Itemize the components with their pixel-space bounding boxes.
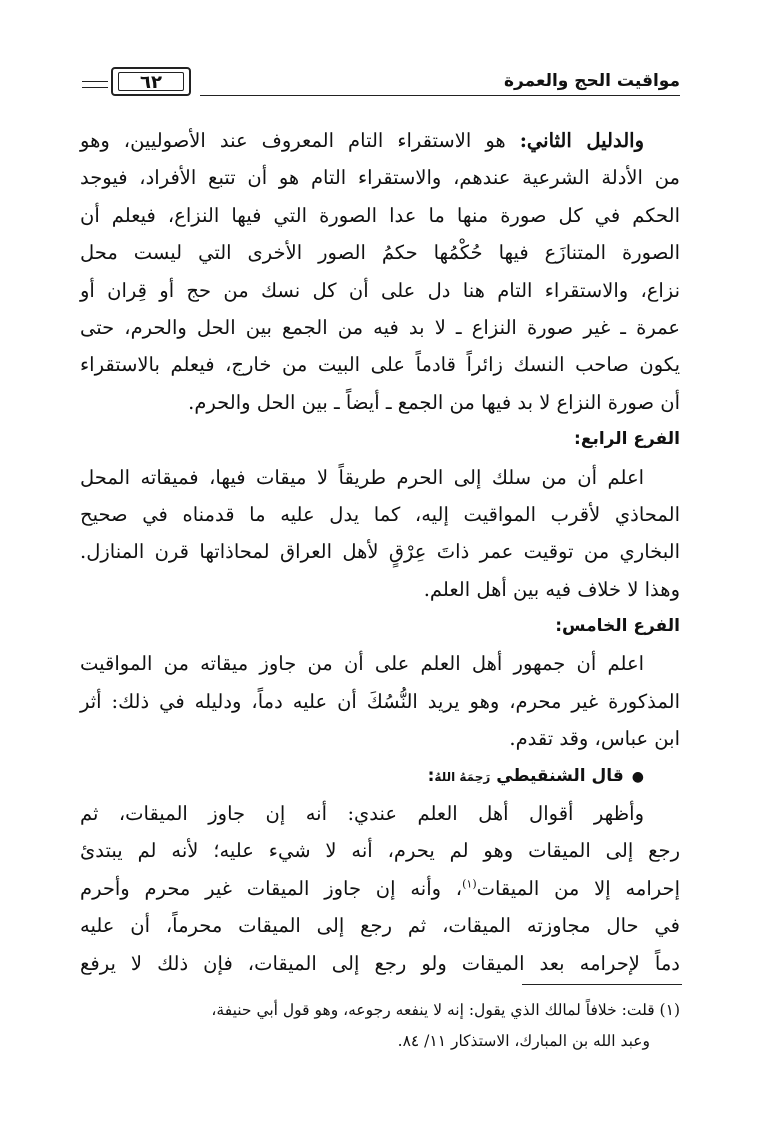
footnotes <box>80 995 680 1057</box>
section-heading: الفرع الرابع: <box>574 429 680 450</box>
footnote-line: وعبد الله بن المبارك، الاستذكار ١١/ ٨٤. <box>397 1032 650 1050</box>
text-line: وأظهر أقوال أهل العلم عندي: أنه إن جاوز الميقات، ثم <box>80 802 644 826</box>
footnote-ref[interactable]: (١) <box>462 877 477 891</box>
quote-heading <box>80 758 680 795</box>
text-line: الحكم في كل صورة منها ما عدا الصورة التي فيها النزاع، فيعلم أن <box>80 203 680 227</box>
text-line: من الأدلة الشرعية عندهم، والاستقراء التام هو أن تتبع الأفراد، فيوجد <box>80 166 680 190</box>
text-line: البخاري من توقيت عمر ذاتَ عِرْقٍ لأهل العراق لمحاذاتها قرن المنازل. <box>80 540 680 564</box>
bullet-icon: ● <box>631 768 644 785</box>
body-text <box>80 122 680 982</box>
text-line: في حال مجاوزته الميقات، ثم رجع إلى الميقات محرماً، أن عليه <box>80 914 680 938</box>
text-line <box>80 122 680 159</box>
text-line: يكون صاحب النسك زائراً قادماً على البيت من خارج، فيعلم بالاستقراء <box>80 353 680 377</box>
text-line: الصورة المتنازَع فيها حُكْمُها حكمُ الصور الأخرى التي ليست محل <box>80 241 680 265</box>
page-number-frame <box>111 67 191 96</box>
quote-heading-text: قال الشنقيطي <box>496 765 624 786</box>
text-line: المحاذي لأقرب المواقيت إليه، كما يدل عليه ما قدمناه في صحيح <box>80 502 680 526</box>
text-line: المذكورة غير محرم، وهو يريد النُّسُكَ أن عليه دماً، ودليله في ذلك: أثر <box>80 689 680 713</box>
heading-colon: : <box>427 765 435 786</box>
text-line: وهذا لا خلاف فيه بين أهل العلم. <box>423 577 680 601</box>
text-line <box>80 870 680 907</box>
text-line: نزاع، والاستقراء التام هنا دل على أن كل نسك من حج أو قِران أو <box>80 278 680 302</box>
honorific: رَحِمَهُ اللهُ <box>434 769 491 784</box>
text-line: دماً لإحرامه بعد الميقات ولو رجع إلى الميقات، فإن ذلك لا يرفع <box>80 951 680 975</box>
text-line: رجع إلى الميقات وهو لم يحرم، أنه لا شيء عليه؛ لأنه لم يبتدئ <box>80 839 680 863</box>
running-header <box>82 66 680 106</box>
header-rule-left-upper <box>82 81 108 82</box>
footnote-separator <box>522 984 682 985</box>
header-rule-left-lower <box>82 87 108 88</box>
section-heading: الفرع الخامس: <box>555 616 680 637</box>
text-span: ، وأنه إن جاوز الميقات غير محرم وأحرم <box>80 876 463 900</box>
text-line: ابن عباس، وقد تقدم. <box>509 727 680 751</box>
text-line: اعلم أن جمهور أهل العلم على أن من جاوز ميقاته من المواقيت <box>80 652 644 676</box>
text-line: عمرة ـ غير صورة النزاع ـ لا بد فيه من الجمع بين الحل والحرم، حتى <box>80 315 680 339</box>
header-rule <box>200 95 680 96</box>
text-line: اعلم أن من سلك إلى الحرم طريقاً لا ميقات فيها، فميقاته المحل <box>80 465 644 489</box>
text-line: أن صورة النزاع لا بد فيها من الجمع ـ أيضاً ـ بين الحل والحرم. <box>188 390 680 414</box>
page-number: ٦٢ <box>118 72 184 91</box>
paragraph-lead: والدليل الثاني: <box>519 129 644 152</box>
text-span: هو الاستقراء التام المعروف عند الأصوليين، وهو <box>80 129 506 152</box>
header-title: مواقيت الحج والعمرة <box>503 71 680 91</box>
footnote-line: (١) قلت: خلافاً لمالك الذي يقول: إنه لا ينفعه رجوعه، وهو قول أبي حنيفة، <box>211 1001 680 1019</box>
text-span: إحرامه إلا من الميقات <box>476 876 681 900</box>
